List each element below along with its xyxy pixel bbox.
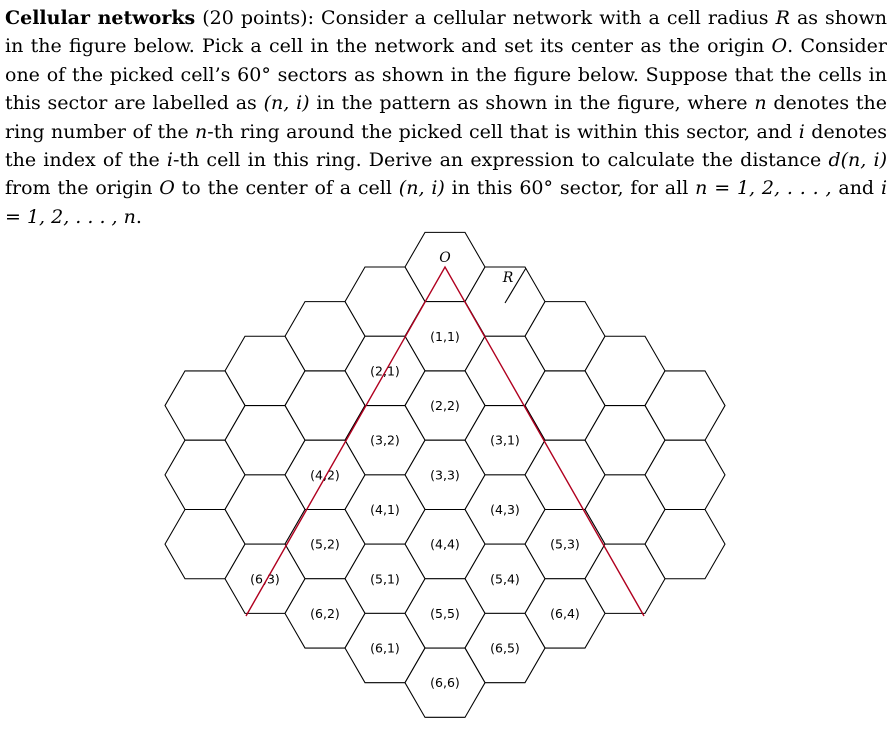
math-n-i: (n, i) (263, 92, 310, 115)
var-O: O (159, 177, 175, 200)
text-run: -th cell in this ring. Derive an expression to calculate the distance (172, 149, 829, 172)
cell-label-5-4: (5,4) (490, 571, 520, 587)
var-R: R (775, 7, 790, 29)
cell-label-2-1: (2,1) (370, 363, 400, 379)
origin-label: O (439, 250, 451, 266)
cell-label-4-3: (4,3) (490, 502, 520, 517)
cell-label-3-3: (3,3) (430, 467, 460, 483)
math-n-i: (n, i) (398, 177, 445, 200)
cell-label-5-5: (5,5) (430, 605, 460, 621)
text-run: as shown in the figure below. Pick a cell in the network and set its center as the origin (5, 7, 887, 58)
var-i: i (798, 120, 805, 143)
var-n: n (195, 120, 208, 143)
cell-label-6-3: (6,3) (250, 571, 280, 587)
var-n: n (754, 92, 767, 115)
cell-label-4-1: (4,1) (370, 502, 400, 517)
text-run: . (135, 205, 142, 228)
var-O: O (771, 35, 788, 58)
text-run: in the pattern as shown in the figure, where (309, 92, 755, 115)
cell-label-6-2: (6,2) (310, 605, 340, 621)
cell-label-3-2: (3,2) (370, 432, 400, 448)
cell-label-6-5: (6,5) (490, 640, 520, 656)
cell-label-3-1: (3,1) (490, 432, 520, 448)
cell-label-2-2: (2,2) (430, 398, 460, 414)
cell-label-4-2: (4,2) (310, 467, 340, 483)
problem-points: (20 points) (202, 7, 308, 29)
math-n-range: n = 1, 2, . . . , (695, 177, 832, 200)
text-run: . Consider one of the picked cell’s 60° sectors as shown in the figure below. Suppose that the cells in this sector are labelled as (5, 35, 888, 115)
cell-label-6-1: (6,1) (370, 640, 400, 656)
var-i: i (166, 149, 173, 172)
radius-label: R (502, 270, 514, 286)
text-run: in this 60° sector, for all (444, 177, 696, 200)
cell-label-5-1: (5,1) (370, 571, 400, 587)
math-i-range: i = 1, 2, . . . , n (5, 177, 888, 228)
cell-label-1-1: (1,1) (430, 328, 460, 344)
text-run: to the center of a cell (174, 177, 399, 200)
text-run: denotes the index of the (5, 120, 887, 172)
text-run: and (831, 177, 881, 200)
math-d-n-i: d(n, i) (828, 149, 887, 172)
text-run: : Consider a cellular network with a cell radius (307, 7, 776, 29)
text-run: -th ring around the picked cell that is within this sector, and (207, 120, 799, 143)
text-run: denotes the ring number of the (5, 92, 887, 143)
cell-label-5-3: (5,3) (550, 536, 580, 552)
cell-label-6-6: (6,6) (430, 675, 460, 691)
cell-label-5-2: (5,2) (310, 536, 340, 552)
text-run: from the origin (5, 177, 160, 200)
cell-label-6-4: (6,4) (550, 605, 580, 621)
cell-label-4-4: (4,4) (430, 536, 460, 552)
problem-heading: Cellular networks (5, 7, 196, 29)
